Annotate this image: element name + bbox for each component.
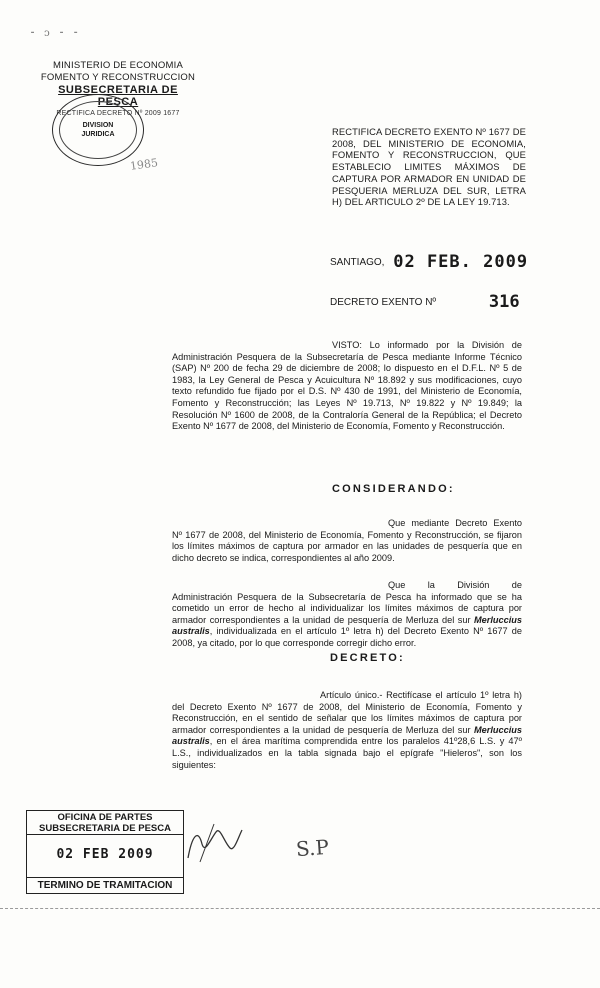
decreto-heading: DECRETO:: [330, 652, 405, 664]
articulo-text-end: , en el área marítima comprendida entre los paralelos 41º28,6 L.S. y 47º L.S., individualizados en la tabla signada bajo el epígrafe "Hieleros", son los siguientes:: [172, 736, 522, 770]
species-name: Merluccius australis: [172, 614, 522, 637]
margin-annotation: 1985: [129, 156, 159, 173]
decree-number: 316: [488, 292, 520, 312]
articulo-unico-paragraph: [172, 690, 522, 771]
stamp-title-2: SUBSECRETARIA DE PESCA: [39, 823, 171, 834]
considerando-2-text-start: Que la División de Administración Pesquera de la Subsecretaría de Pesca ha informado que se ha cometido un error de hecho al individualizar los límites máximos de captura por armador correspondientes a la unidad de pesquería de Merluza del sur: [172, 580, 522, 625]
stamp-footer: TERMINO DE TRAMITACION: [27, 877, 183, 894]
ministry-line-2: FOMENTO Y RECONSTRUCCION: [40, 72, 196, 83]
reference-line: RECTIFICA DECRETO Nº 2009 1677: [56, 110, 180, 117]
visto-paragraph: VISTO: Lo informado por la División de Administración Pesquera de la Subsecretaría de Pesca mediante Informe Técnico (SAP) Nº 200 de fecha 29 de diciembre de 2008; lo dispuesto en el D.F.L. Nº 5 de 1983, la Ley General de Pesca y Acuicultura Nº 18.892 y sus modificaciones, cuyo texto refundido fue fijado por el D.S. Nº 430 de 1991, del Ministerio de Economía, Fomento y Reconstrucción; las Leyes Nº 19.713, Nº 19.822 y Nº 19.849; la Resolución Nº 1600 de 2008, de la Contraloría General de la República; el Decreto Exento Nº 1677 de 2008, del Ministerio de Economía, Fomento y Reconstrucción.: [172, 340, 522, 432]
articulo-text-start: Artículo único.- Rectifícase el artículo 1º letra h) del Decreto Exento Nº 1677 de 2008, del Ministerio de Economía, Fomento y Reconstrucción, en el sentido de señalar que los límites máximos de captura por armador correspondientes a la unidad de pesquería de Merluza del sur: [172, 690, 522, 735]
seal-text-1: DIVISION: [82, 122, 114, 129]
division-juridica-seal: [52, 94, 144, 166]
place-label: SANTIAGO,: [330, 257, 385, 268]
considerando-heading: CONSIDERANDO:: [332, 483, 455, 495]
margin-scribble: ⁃ ᴐ ⁃ ⁃: [30, 28, 82, 39]
species-name: Merluccius australis: [172, 724, 522, 747]
signature-mark: [180, 818, 260, 868]
decree-label: DECRETO EXENTO Nº: [330, 297, 437, 308]
considerando-paragraph-1: Que mediante Decreto Exento Nº 1677 de 2008, del Ministerio de Economía, Fomento y Reconstrucción, se fijaron los límites máximos de captura por armador en las unidades de pesquería que en dicho decreto se indica, correspondientes al año 2009.: [172, 518, 522, 563]
seal-inner-ring: [59, 101, 137, 159]
stamp-title-1: OFICINA DE PARTES: [57, 812, 153, 823]
oficina-partes-stamp: [26, 810, 184, 894]
considerando-paragraph-2: [172, 580, 522, 650]
subsecretaria-line: SUBSECRETARIA DE PESCA: [58, 84, 178, 108]
stamp-header: [27, 811, 183, 835]
seal-text-2: JURIDICA: [81, 131, 115, 138]
ministry-line-1: MINISTERIO DE ECONOMIA: [52, 60, 184, 71]
considerando-2-text-end: , individualizada en el artículo 1º letra h) del Decreto Exento Nº 1677 de 2008, ya citado, por lo que corresponde corregir dicho error.: [172, 626, 522, 648]
stamp-date: 02 FEB 2009: [56, 847, 154, 862]
handwritten-initials: S.P: [295, 834, 330, 862]
place-date-line: [330, 252, 528, 272]
decree-number-line: [330, 292, 520, 312]
page-bottom-divider: [0, 908, 600, 909]
date-stamp: 02 FEB. 2009: [393, 252, 529, 272]
decree-subject: RECTIFICA DECRETO EXENTO Nº 1677 DE 2008, DEL MINISTERIO DE ECONOMIA, FOMENTO Y RECONSTRUCCION, QUE ESTABLECIO LIMITES MÁXIMOS DE CAPTURA POR ARMADOR EN UNIDAD DE PESQUERIA MERLUZA DEL SUR, LETRA H) DEL ARTICULO 2º DE LA LEY 19.713.: [332, 126, 526, 208]
